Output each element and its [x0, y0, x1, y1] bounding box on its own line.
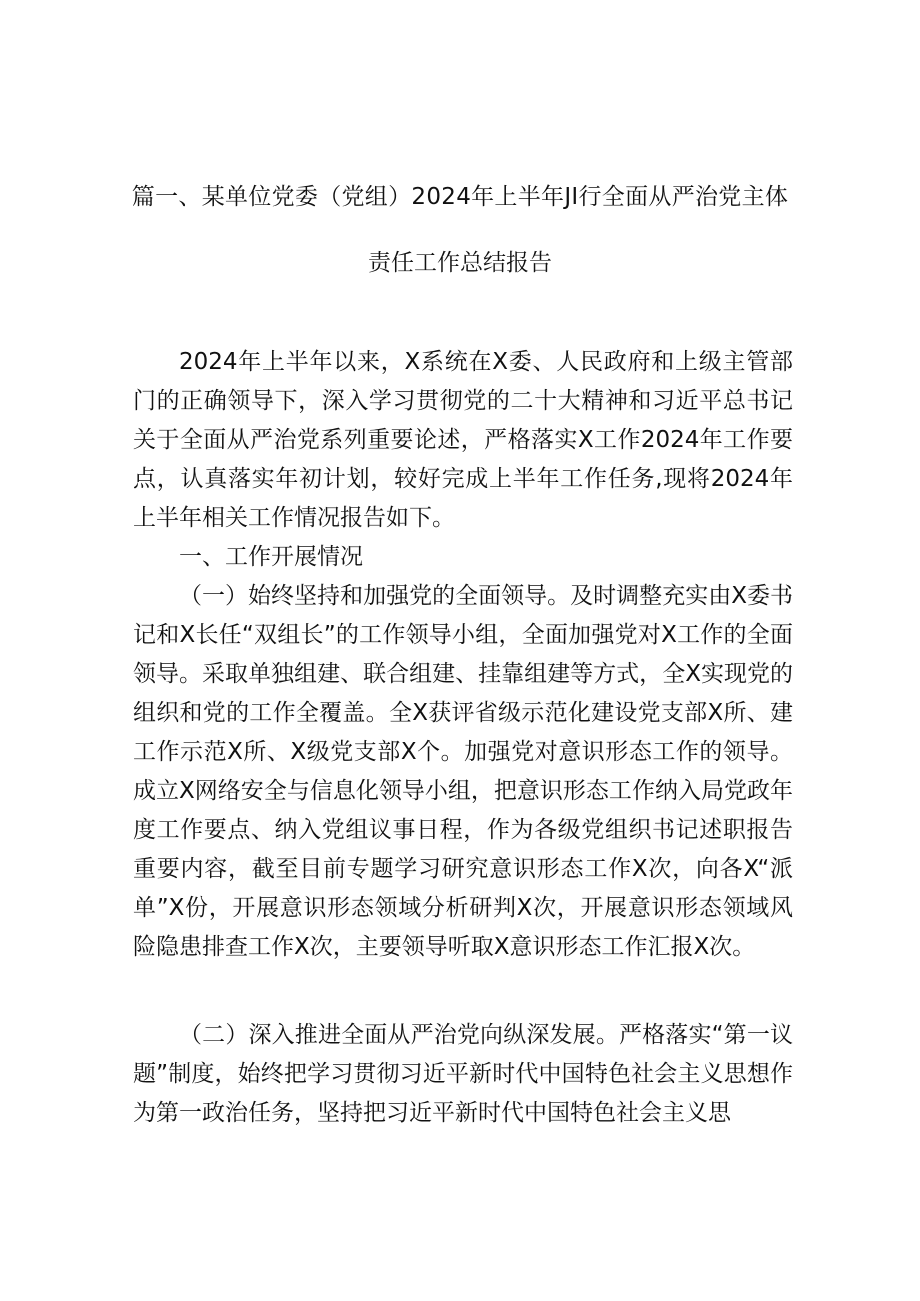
- section-heading: 一、工作开展情况: [179, 544, 363, 570]
- section-paragraph-1: （一）始终坚持和加强党的全面领导。及时调整充实由X委书记和X长任“双组长”的工作领导小组，全面加强党对X工作的全面领导。采取单独组建、联合组建、挂靠组建等方式，全X实现党的组织和党的工作全覆盖。全X获评省级示范化建设党支部X所、建工作示范X所、X级党支部X个。加强党对意识形态工作的领导。成立X网络安全与信息化领导小组，把意识形态工作纳入局党政年度工作要点、纳入党组议事日程，作为各级党组织书记述职报告重要内容，截至目前专题学习研究意识形态工作X次，向各X“派单”X份，开展意识形态领域分析研判X次，开展意识形态领域风险隐患排查工作X次，主要领导听取X意识形态工作汇报X次。: [133, 583, 793, 960]
- document-body-top: [133, 343, 793, 967]
- document-body-bottom: [133, 1016, 793, 1133]
- document-title-line-1: 篇一、某单位党委（党组）2024年上半年JI行全面从严治党主体: [131, 184, 789, 210]
- intro-paragraph: 2024年上半年以来，X系统在X委、人民政府和上级主管部门的正确领导下，深入学习贯彻党的二十大精神和习近平总书记关于全面从严治党系列重要论述，严格落实X工作2024年工作要点，认真落实年初计划，较好完成上半年工作任务,现将2024年上半年相关工作情况报告如下。: [133, 349, 793, 531]
- section-paragraph-2: （二）深入推进全面从严治党向纵深发展。严格落实“第一议题”制度，始终把学习贯彻习近平新时代中国特色社会主义思想作为第一政治任务，坚持把习近平新时代中国特色社会主义思: [133, 1022, 793, 1126]
- document-title-line-2: 责任工作总结报告: [368, 250, 552, 276]
